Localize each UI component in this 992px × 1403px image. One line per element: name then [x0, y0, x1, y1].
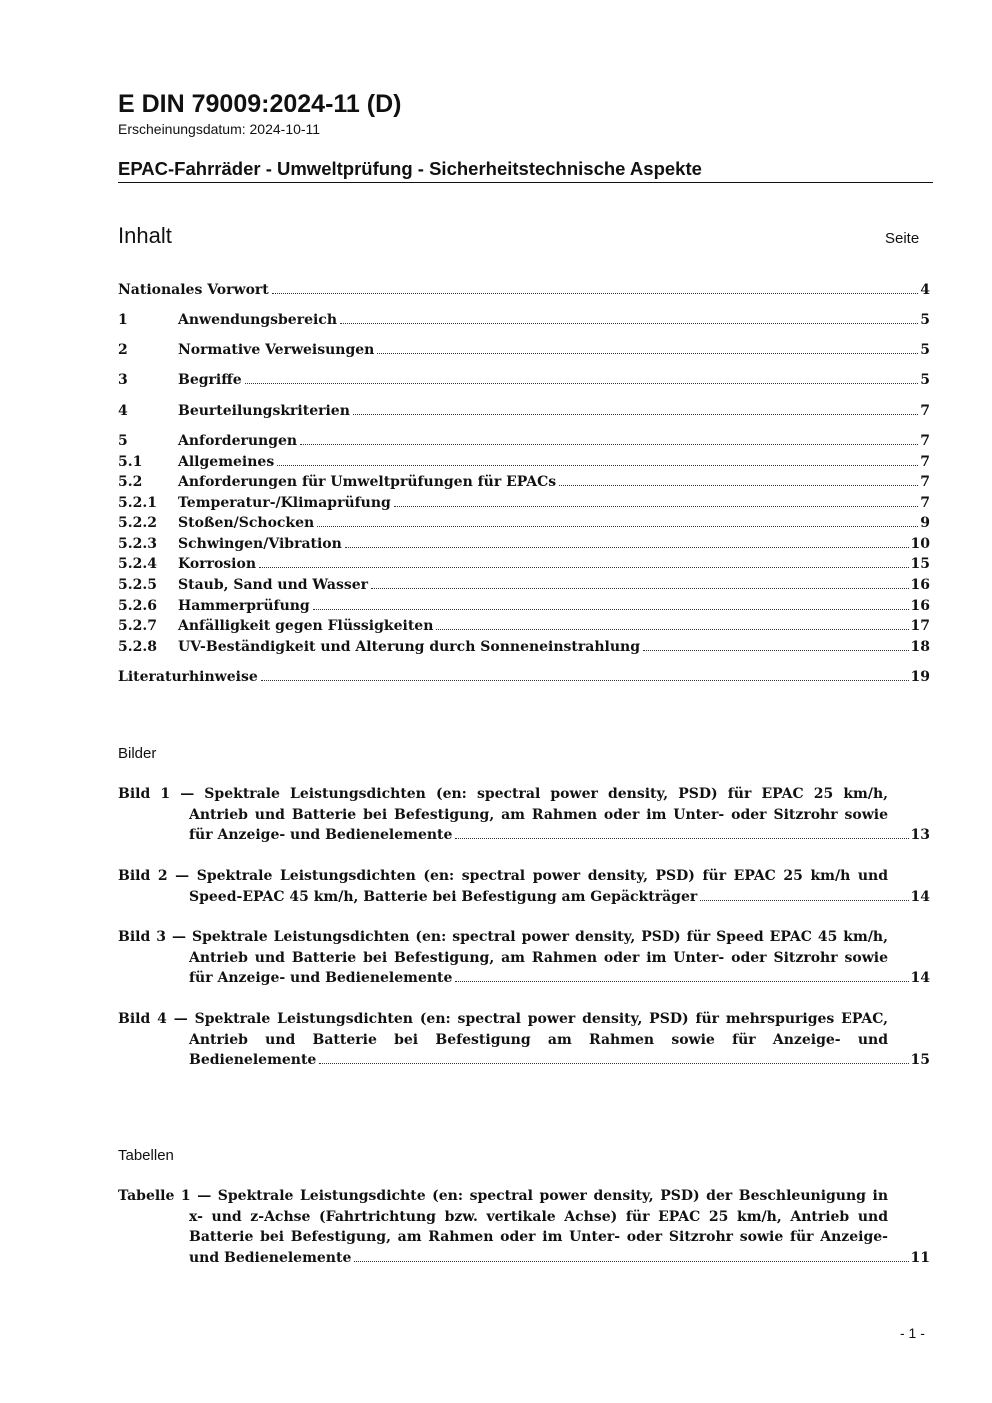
toc-entry-number: 5.2.4: [118, 556, 157, 572]
toc-entry-page: 5: [920, 312, 930, 328]
toc-entry-number: 5.2.7: [118, 618, 157, 634]
toc-entry-number: 5.2: [118, 474, 143, 490]
toc-entry[interactable]: [118, 472, 930, 492]
document-title: EPAC-Fahrräder - Umweltprüfung - Sicherheitstechnische Aspekte: [118, 158, 933, 183]
table-caption-line: Tabelle 1 — Spektrale Leistungsdichte (en: spectral power density, PSD) der Beschleunigung in: [118, 1188, 888, 1204]
toc-entry-number: 5.2.6: [118, 598, 157, 614]
figure-caption-line: Antrieb und Batterie bei Befestigung, am Rahmen oder im Unter- oder Sitzrohr sowie: [189, 949, 888, 966]
toc-entry-label: Beurteilungskriterien: [178, 403, 350, 419]
dot-leader: [436, 629, 908, 630]
toc-entry-page: 5: [920, 342, 930, 358]
tables-heading: Tabellen: [118, 1147, 174, 1164]
toc-entry[interactable]: [118, 554, 930, 574]
toc-entry-page: 7: [920, 474, 930, 490]
toc-entry-page: 7: [920, 433, 930, 449]
toc-entry[interactable]: [118, 340, 930, 360]
toc-entry-page: 18: [910, 639, 930, 655]
figure-caption-line: für Anzeige- und Bedienelemente: [189, 827, 453, 843]
figure-caption-line: Bedienelemente: [189, 1052, 317, 1068]
dot-leader: [261, 680, 909, 681]
dot-leader: [700, 900, 908, 901]
document-id: E DIN 79009:2024-11 (D): [118, 90, 402, 118]
dot-leader: [371, 588, 908, 589]
dot-leader: [559, 485, 918, 486]
toc-entry-number: 2: [118, 342, 128, 358]
toc-entry-number: 1: [118, 312, 128, 328]
toc-entry-label: Anforderungen für Umweltprüfungen für EPACs: [178, 474, 557, 490]
toc-entry-page: 10: [910, 536, 930, 552]
toc-entry-label: Temperatur-/Klimaprüfung: [178, 495, 391, 511]
toc-entry-label: Begriffe: [178, 372, 242, 388]
figures-heading: Bilder: [118, 745, 157, 762]
toc-entry-label: Nationales Vorwort: [118, 282, 269, 298]
toc-entry[interactable]: [118, 431, 930, 451]
dot-leader: [259, 567, 909, 568]
toc-entry[interactable]: [118, 575, 930, 595]
toc-entry-number: 5.2.5: [118, 577, 157, 593]
figure-entry[interactable]: [118, 866, 930, 907]
dot-leader: [272, 293, 919, 294]
toc-entry-number: 5: [118, 433, 128, 449]
toc-entry-page: 16: [910, 598, 930, 614]
toc-entry-number: 4: [118, 403, 128, 419]
figure-caption-line: Bild 2 — Spektrale Leistungsdichten (en: spectral power density, PSD) für EPAC 25 km/h und: [118, 868, 888, 884]
toc-entry-label: Anforderungen: [178, 433, 298, 449]
toc-entry[interactable]: [118, 513, 930, 533]
figure-caption-last-line: [118, 887, 930, 908]
figure-caption-last-line: [118, 1050, 930, 1071]
figure-entry[interactable]: [118, 927, 930, 989]
figure-page: 14: [910, 970, 930, 986]
figure-caption-line: Speed-EPAC 45 km/h, Batterie bei Befestigung am Gepäckträger: [189, 888, 698, 905]
dot-leader: [313, 609, 909, 610]
table-page: 11: [910, 1249, 930, 1266]
dot-leader: [277, 465, 918, 466]
figure-caption-line: Bild 1 — Spektrale Leistungsdichten (en: spectral power density, PSD) für EPAC 25 km/h,: [118, 786, 888, 802]
toc-entry-label: Literaturhinweise: [118, 669, 258, 685]
toc-entry[interactable]: [118, 596, 930, 616]
toc-entry[interactable]: [118, 280, 930, 300]
toc-entry[interactable]: [118, 452, 930, 472]
dot-leader: [455, 981, 908, 982]
toc-entry-page: 4: [920, 282, 930, 298]
toc-entry-number: 5.2.1: [118, 495, 157, 511]
toc-entry-label: Allgemeines: [178, 454, 275, 470]
dot-leader: [377, 353, 918, 354]
toc-entry-page: 7: [920, 403, 930, 419]
figure-caption-line: Antrieb und Batterie bei Befestigung, am Rahmen oder im Unter- oder Sitzrohr sowie: [189, 806, 888, 823]
figure-entry[interactable]: [118, 784, 930, 846]
toc-entry-page: 5: [920, 372, 930, 388]
toc-entry[interactable]: [118, 637, 930, 657]
toc-entry-number: 5.1: [118, 454, 143, 470]
toc-entry-page: 17: [910, 618, 930, 634]
table-caption-line: x- und z-Achse (Fahrtrichtung bzw. vertikale Achse) für EPAC 25 km/h, Antrieb und: [189, 1208, 888, 1225]
dot-leader: [345, 547, 909, 548]
contents-heading: Inhalt: [118, 223, 172, 248]
table-caption-line: und Bedienelemente: [189, 1249, 352, 1266]
toc-entry-label: Schwingen/Vibration: [178, 536, 342, 552]
toc-entry-number: 5.2.8: [118, 639, 157, 655]
toc-entry[interactable]: [118, 370, 930, 390]
figure-page: 13: [910, 827, 930, 843]
toc-entry-label: Normative Verweisungen: [178, 342, 375, 358]
dot-leader: [317, 526, 918, 527]
dot-leader: [354, 1261, 908, 1262]
toc-entry-label: Hammerprüfung: [178, 598, 310, 614]
figure-caption-line: Bild 3 — Spektrale Leistungsdichten (en: spectral power density, PSD) für Speed EPAC 45 km/h,: [118, 929, 888, 945]
page-column-label: Seite: [885, 230, 920, 247]
table-caption-last-line: [118, 1248, 930, 1269]
toc-entry-label: Stoßen/Schocken: [178, 515, 315, 531]
toc-entry[interactable]: [118, 534, 930, 554]
toc-entry-page: 7: [920, 495, 930, 511]
dot-leader: [394, 506, 918, 507]
toc-entry-label: Anwendungsbereich: [178, 312, 337, 328]
dot-leader: [340, 323, 918, 324]
toc-entry[interactable]: [118, 667, 930, 687]
table-entry[interactable]: [118, 1186, 930, 1268]
toc-entry-page: 15: [910, 556, 930, 572]
toc-entry-page: 16: [910, 577, 930, 593]
dot-leader: [319, 1063, 908, 1064]
footer-page-number: - 1 -: [900, 1325, 925, 1341]
dot-leader: [353, 414, 918, 415]
figure-page: 14: [910, 888, 930, 905]
figure-page: 15: [910, 1052, 930, 1068]
figure-caption-last-line: [118, 825, 930, 846]
toc-entry-page: 19: [910, 669, 930, 685]
dot-leader: [245, 383, 919, 384]
toc-entry-label: Anfälligkeit gegen Flüssigkeiten: [178, 618, 434, 634]
figure-entry[interactable]: [118, 1009, 930, 1071]
publication-date: Erscheinungsdatum: 2024-10-11: [118, 121, 321, 137]
toc-entry[interactable]: [118, 310, 930, 330]
toc-entry-number: 3: [118, 372, 128, 388]
toc-entry-page: 7: [920, 454, 930, 470]
figure-caption-line: Bild 4 — Spektrale Leistungsdichten (en: spectral power density, PSD) für mehrspuriges EPAC,: [118, 1011, 888, 1027]
toc-entry-number: 5.2.2: [118, 515, 157, 531]
dot-leader: [300, 444, 918, 445]
figure-caption-last-line: [118, 968, 930, 989]
figure-caption-line: Antrieb und Batterie bei Befestigung am Rahmen sowie für Anzeige- und: [189, 1031, 888, 1048]
table-caption-line: Batterie bei Befestigung, am Rahmen oder im Unter- oder Sitzrohr sowie für Anzeige-: [189, 1229, 888, 1245]
toc-entry[interactable]: [118, 493, 930, 513]
toc-entry-label: Staub, Sand und Wasser: [178, 577, 369, 593]
dot-leader: [643, 650, 909, 651]
toc-entry[interactable]: [118, 616, 930, 636]
dot-leader: [455, 838, 908, 839]
toc-entry-number: 5.2.3: [118, 536, 157, 552]
toc-entry-label: UV-Beständigkeit und Alterung durch Sonneneinstrahlung: [178, 639, 640, 655]
toc-entry-label: Korrosion: [178, 556, 257, 572]
toc-entry-page: 9: [920, 515, 930, 531]
figure-caption-line: für Anzeige- und Bedienelemente: [189, 970, 453, 986]
toc-entry[interactable]: [118, 401, 930, 421]
